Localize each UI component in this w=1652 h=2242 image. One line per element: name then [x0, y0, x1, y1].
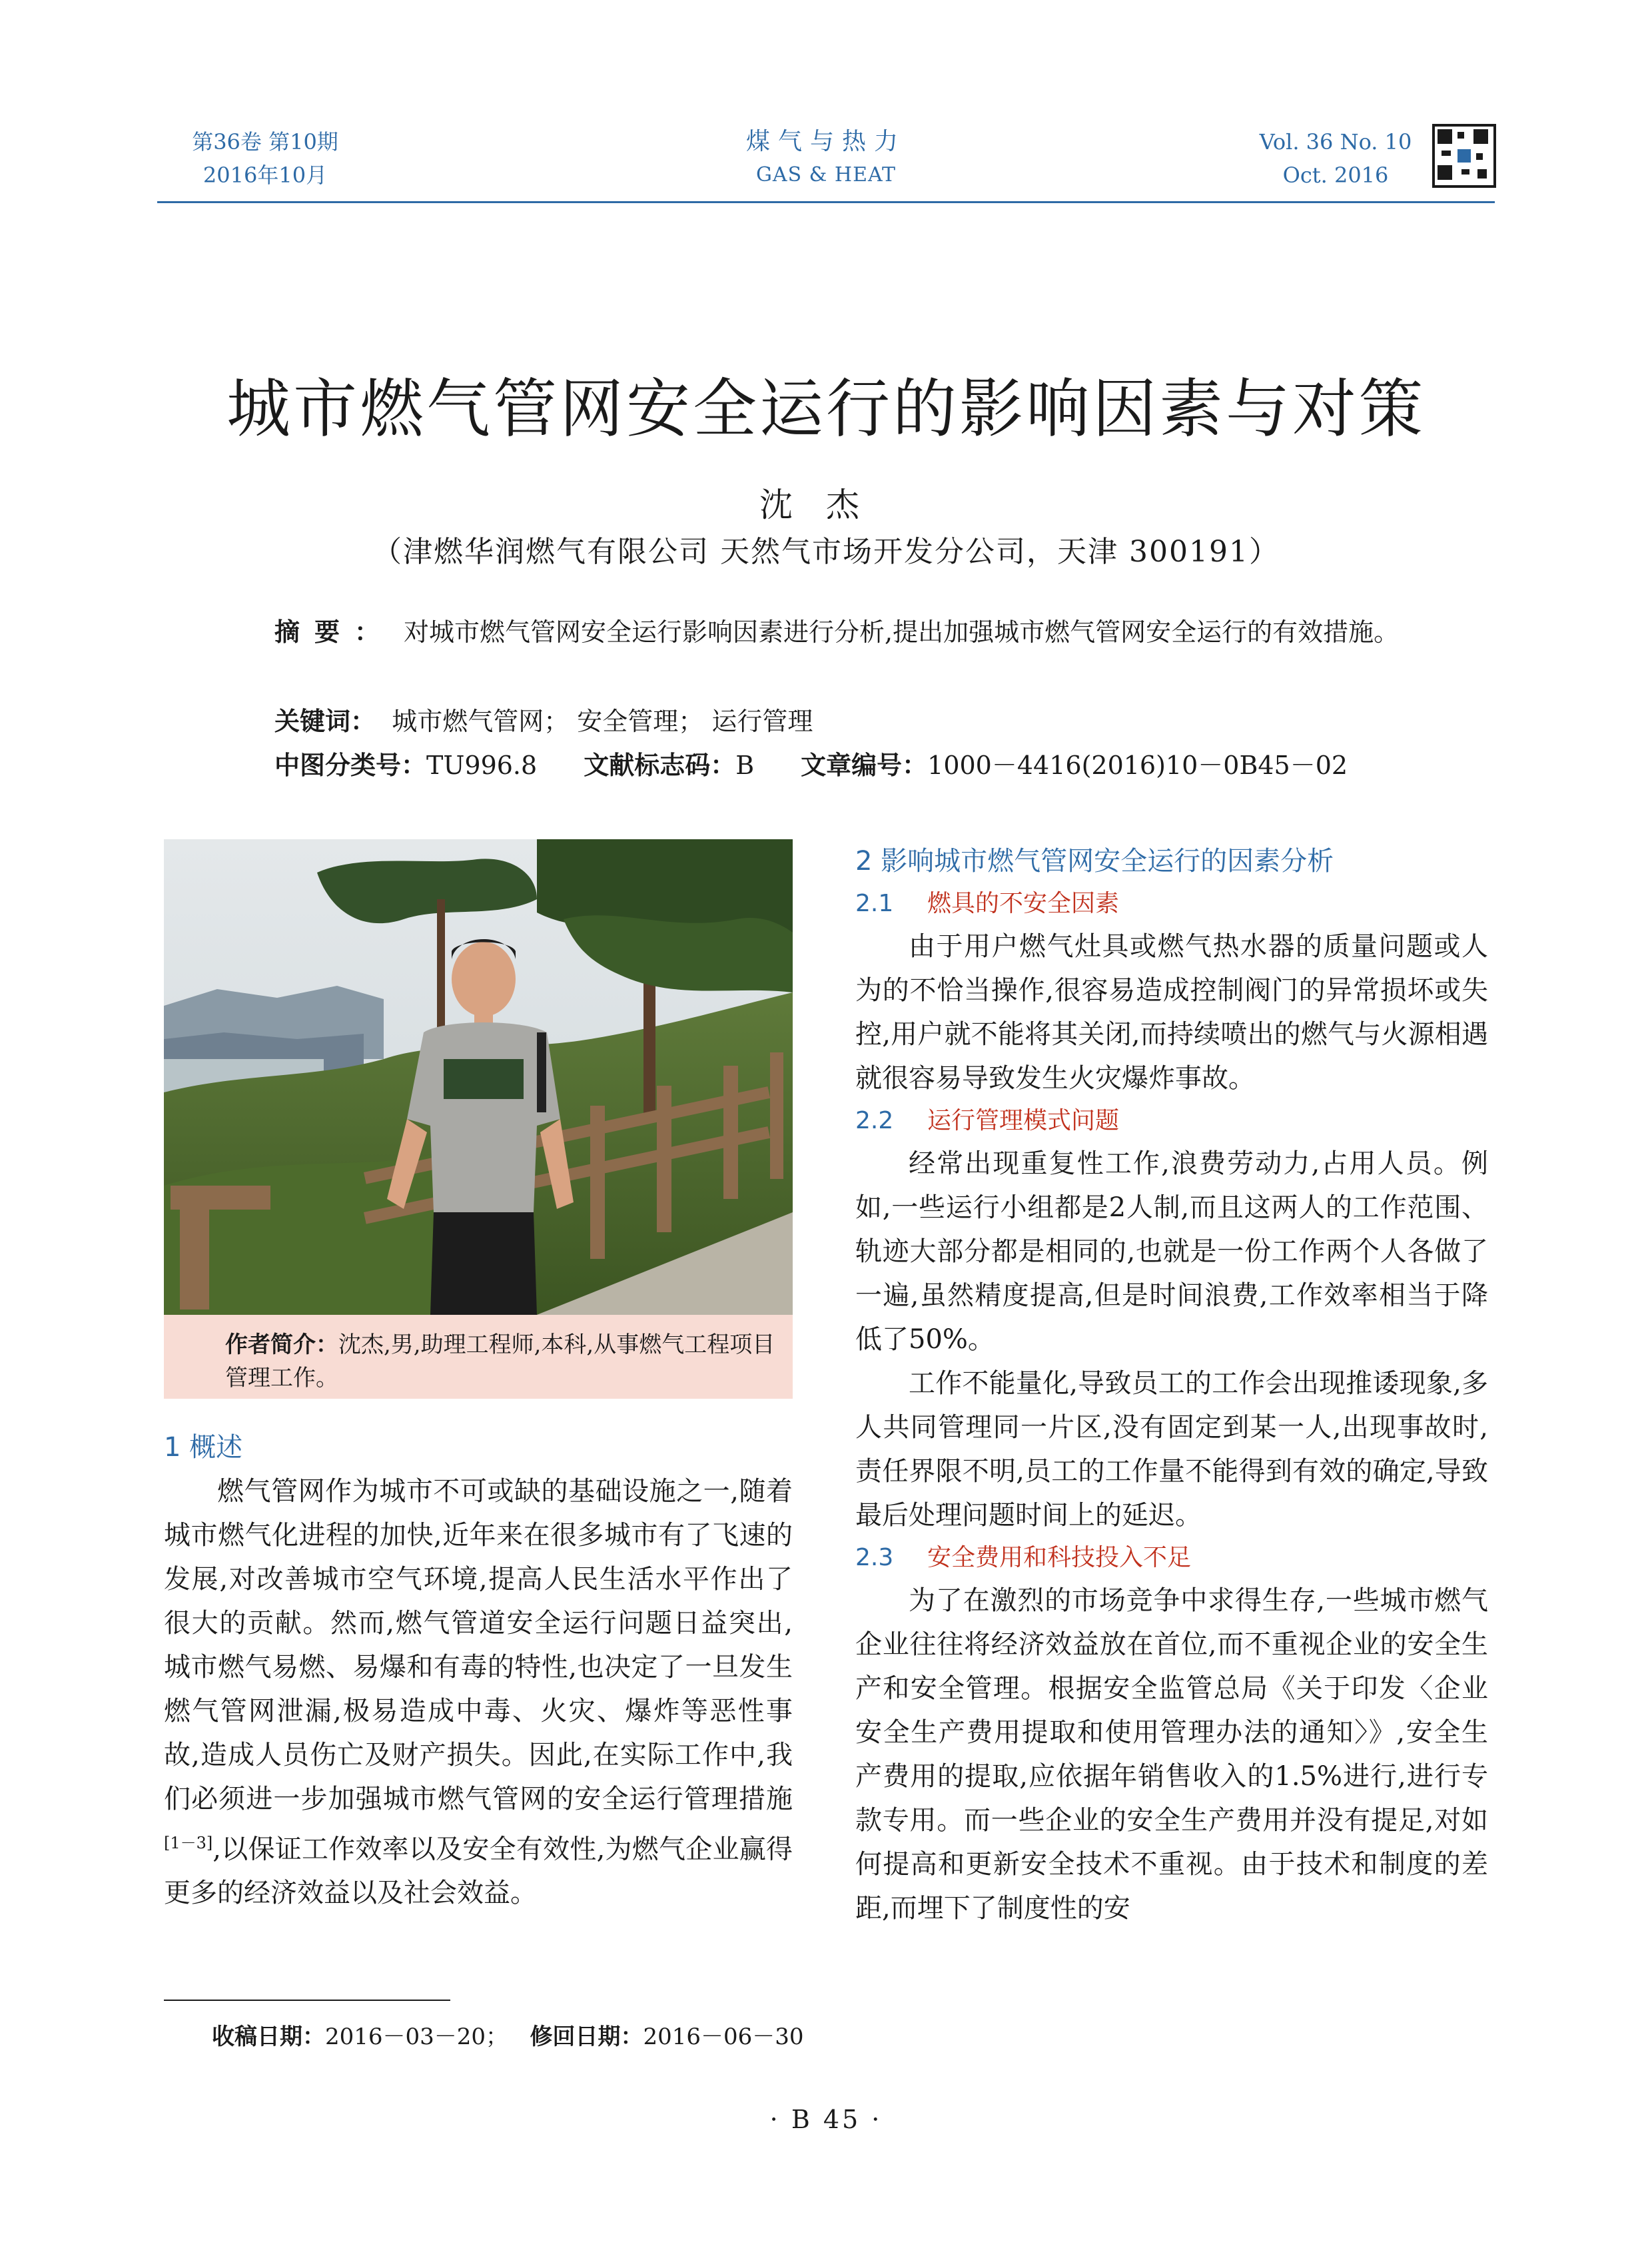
volume-en-line: Vol. 36 No. 10 [1259, 129, 1412, 155]
article-number-label: 文章编号： [801, 751, 928, 780]
author-affiliation: （津燃华润燃气有限公司 天然气市场开发分公司，天津 300191） [372, 535, 1280, 569]
subsection-2-2-paragraph-1: 经常出现重复性工作,浪费劳动力,占用人员。例如,一些运行小组都是2人制,而且这两人的工作范围、轨迹大部分都是相同的,也就是一份工作两个人各做了一遍,虽然精度提高,但是时间浪费,工作效率相当于降低了50%。 [855, 1148, 1488, 1355]
clc-label: 中图分类号： [274, 751, 427, 780]
journal-name-en: GAS & HEAT [755, 163, 897, 187]
footnote-dates [212, 2018, 804, 2051]
section-1 [164, 1425, 793, 1915]
subsection-2-3-heading: 2.3 安全费用和科技投入不足 [855, 1544, 1192, 1571]
received-label: 收稿日期： [212, 2024, 325, 2050]
subsection-2-3-paragraph: 为了在激烈的市场竞争中求得生存,一些城市燃气企业往往将经济效益放在首位,而不重视企业的安全生产和安全管理。根据安全监管总局《关于印发〈企业安全生产费用提取和使用管理办法的通知〉》,安全生产费用的提取,应依据年销售收入的1.5%进行,进行专款专用。而一些企业的安全生产费用并没有提足,对如何提高和更新安全技术不重视。由于技术和制度的差距,而埋下了制度性的安 [855, 1585, 1488, 1924]
section-1-heading: 1 概述 [164, 1432, 243, 1463]
paper-title: 城市燃气管网安全运行的影响因素与对策 [226, 372, 1426, 446]
subsection-2-2-paragraph-2: 工作不能量化,导致员工的工作会出现推诿现象,多人共同管理同一片区,没有固定到某一人,出现事故时,责任界限不明,员工的工作量不能得到有效的确定,导致最后处理问题时间上的延迟。 [855, 1368, 1488, 1531]
abstract [216, 610, 1468, 654]
journal-volume-issue [165, 125, 365, 192]
header-divider [157, 201, 1495, 203]
doc-code-value: B [735, 751, 755, 780]
section-1-paragraph: 燃气管网作为城市不可或缺的基础设施之一,随着城市燃气化进程的加快,近年来在很多城市有了飞速的发展,对改善城市空气环境,提高人民生活水平作出了很大的贡献。然而,燃气管道安全运行问题日益突出,城市燃气易燃、易爆和有毒的特性,也决定了一旦发生燃气管网泄漏,极易造成中毒、火灾、爆炸等恶性事故,造成人员伤亡及财产损失。因此,在实际工作中,我们必须进一步加强城市燃气管网的安全运行管理措施[1－3],以保证工作效率以及安全有效性,为燃气企业赢得更多的经济效益以及社会效益。 [164, 1476, 793, 1909]
keywords-text: 城市燃气管网； 安全管理； 运行管理 [392, 707, 813, 736]
subsection-2-1-heading: 2.1 燃具的不安全因素 [855, 890, 1120, 917]
citation-ref: [1－3] [164, 1834, 213, 1852]
date-en-line: Oct. 2016 [1282, 163, 1389, 188]
clc-value: TU996.8 [426, 751, 538, 780]
keywords [274, 699, 813, 743]
volume-issue-line: 第36卷 第10期 [192, 129, 338, 155]
journal-volume-en [1246, 125, 1426, 192]
abstract-text: 对城市燃气管网安全运行影响因素进行分析,提出加强城市燃气管网安全运行的有效措施。 [404, 617, 1400, 647]
abstract-label: 摘要： [274, 617, 395, 647]
article-number-value: 1000－4416(2016)10－0B45－02 [927, 751, 1348, 780]
section-2 [855, 839, 1488, 1930]
keywords-label: 关键词： [274, 707, 376, 736]
journal-name [686, 125, 966, 192]
classification-line [274, 743, 1348, 787]
author-photo [164, 839, 793, 1315]
author-bio-text: 沈杰,男,助理工程师,本科,从事燃气工程项目管理工作。 [225, 1331, 775, 1391]
page-number: · B 45 · [769, 2105, 883, 2134]
author-bio-label: 作者简介： [225, 1331, 338, 1358]
doc-code-label: 文献标志码： [584, 751, 736, 780]
date-line: 2016年10月 [203, 163, 328, 188]
qr-code-icon [1432, 124, 1496, 188]
journal-name-cn: 煤气与热力 [745, 128, 906, 155]
section-2-heading: 2 影响城市燃气管网安全运行的因素分析 [855, 846, 1334, 877]
received-date: 2016－03－20； [325, 2024, 509, 2050]
revised-date: 2016－06－30 [643, 2024, 804, 2050]
author-bio-caption [164, 1315, 793, 1399]
author-name: 沈杰 [759, 486, 893, 524]
footnote-divider [164, 2000, 450, 2001]
revised-label: 修回日期： [530, 2024, 643, 2050]
subsection-2-2-heading: 2.2 运行管理模式问题 [855, 1107, 1120, 1134]
subsection-2-1-paragraph: 由于用户燃气灶具或燃气热水器的质量问题或人为的不恰当操作,很容易造成控制阀门的异常损坏或失控,用户就不能将其关闭,而持续喷出的燃气与火源相遇就很容易导致发生火灾爆炸事故。 [855, 931, 1488, 1094]
